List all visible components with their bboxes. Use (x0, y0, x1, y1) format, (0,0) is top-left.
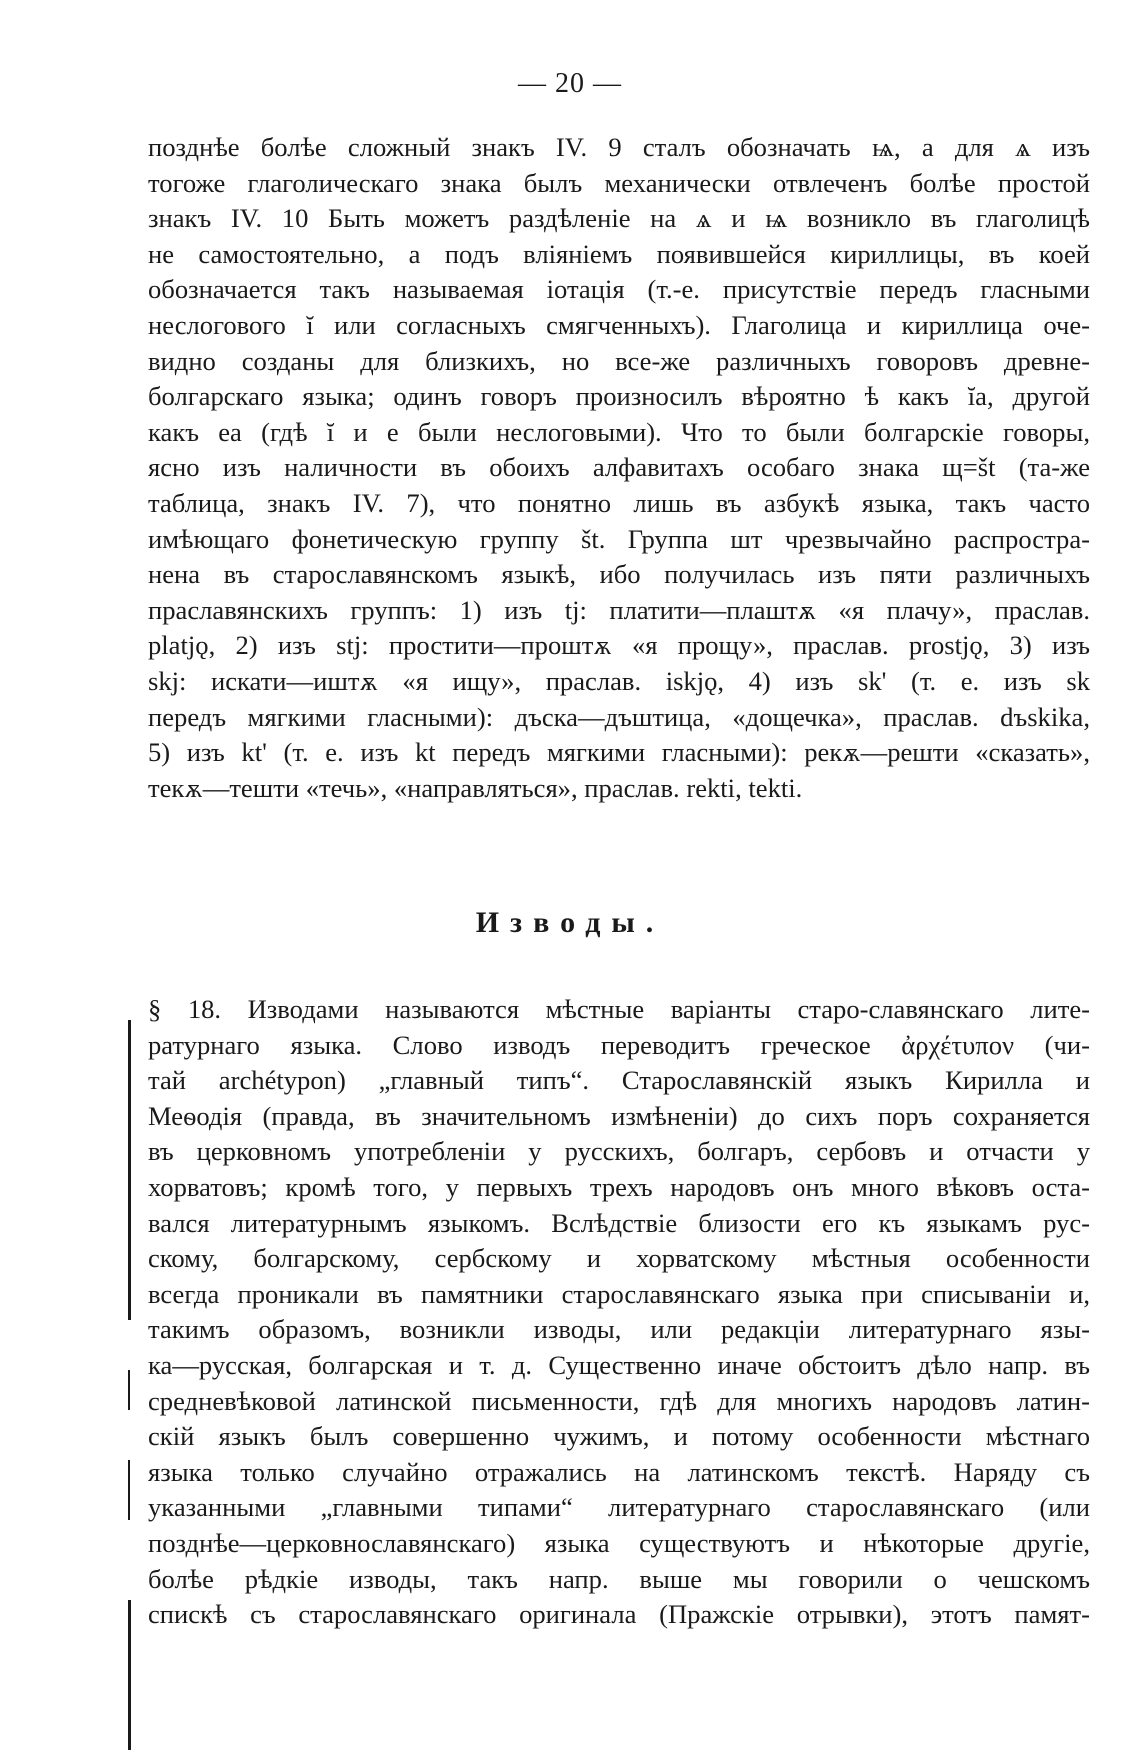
text-line: вался литературнымъ языкомъ. Вслѣдствіе близости его къ языкамъ рус- (148, 1207, 1090, 1238)
text-line: platjǫ, 2) изъ stj: простити—проштѫ «я прощу», праслав. prostjǫ, 3) изъ (148, 630, 1090, 661)
text-line: неслогового ĭ или согласныхъ смягченныхъ). Глаголица и кириллица оче- (148, 309, 1090, 340)
section-paragraph (148, 992, 1090, 1633)
text-line: таблица, знакъ IV. 7), что понятно лишь въ азбукѣ языка, такъ часто (148, 487, 1090, 518)
text-line: скій языкъ былъ совершенно чужимъ, и потому особенности мѣстнаго (148, 1421, 1090, 1452)
text-line: позднѣе—церковнославянскаго) языка существуютъ и нѣкоторые другіе, (148, 1527, 1090, 1558)
text-line: ратурнаго языка. Слово изводъ переводитъ греческое ἀρχέτυπον (чи- (148, 1029, 1090, 1060)
text-line: не самостоятельно, а подъ вліяніемъ появившейся кириллицы, въ коей (148, 238, 1090, 269)
text-line: скому, болгарскому, сербскому и хорватскому мѣстныя особенности (148, 1243, 1090, 1274)
text-line: 5) изъ kt' (т. е. изъ kt передъ мягкими гласными): рекѫ—решти «сказать», (148, 737, 1090, 768)
text-line: знакъ IV. 10 Быть можетъ раздѣленіе на ѧ и ѩ возникло въ глаголицѣ (148, 203, 1090, 234)
page-number: — 20 — (518, 68, 622, 99)
text-line: болѣе рѣдкіе изводы, такъ напр. выше мы говорили о чешскомъ (148, 1563, 1090, 1594)
text-line: праславянскихъ группъ: 1) изъ tj: платити—плаштѫ «я плачу», праслав. (148, 594, 1090, 625)
text-line: видно созданы для близкихъ, но все-же различныхъ говоровъ древне- (148, 345, 1090, 376)
text-line: языка только случайно отражались на латинскомъ текстѣ. Наряду съ (148, 1456, 1090, 1487)
paragraph-continued (148, 130, 1090, 806)
section-heading: Изводы. (475, 906, 665, 939)
text-line: средневѣковой латинской письменности, гдѣ для многихъ народовъ латин- (148, 1385, 1090, 1416)
text-line: обозначается такъ называемая іотація (т.-е. присутствіе передъ гласными (148, 274, 1090, 305)
text-line: нена въ старославянскомъ языкѣ, ибо получилась изъ пяти различныхъ (148, 559, 1090, 590)
text-line: тогоже глаголическаго знака былъ механически отвлеченъ болѣе простой (148, 167, 1090, 198)
text-line: ка—русская, болгарская и т. д. Существенно иначе обстоитъ дѣло напр. въ (148, 1349, 1090, 1380)
text-line: какъ ea (гдѣ ĭ и e были неслоговыми). Что то были болгарскіе говоры, (148, 416, 1090, 447)
margin-pencil-mark (128, 1370, 130, 1410)
text-line: указанными „главными типами“ литературнаго старославянскаго (или (148, 1492, 1090, 1523)
text-line: имѣющаго фонетическую группу št. Группа шт чрезвычайно распростра- (148, 523, 1090, 554)
text-line: позднѣе болѣе сложный знакъ IV. 9 сталъ обозначать ѩ, а для ѧ изъ (148, 132, 1090, 162)
text-line: такимъ образомъ, возникли изводы, или редакціи литературнаго язы- (148, 1314, 1090, 1345)
text-line: skj: искати—иштѫ «я ищу», праслав. iskjǫ, 4) изъ sk' (т. е. изъ sk (148, 665, 1090, 696)
text-line: ясно изъ наличности въ обоихъ алфавитахъ особаго знака щ=št (та-же (148, 452, 1090, 483)
text-line: § 18. Изводами называются мѣстные варіанты старо-славянскаго лите- (148, 994, 1090, 1024)
margin-pencil-mark (128, 1020, 131, 1320)
text-line: болгарскаго языка; одинъ говоръ произносилъ вѣроятно ѣ какъ ĭa, другой (148, 381, 1090, 412)
text-line: въ церковномъ употребленіи у русскихъ, болгаръ, сербовъ и отчасти у (148, 1136, 1090, 1167)
text-line: хорватовъ; кромѣ того, у первыхъ трехъ народовъ онъ много вѣковъ оста- (148, 1171, 1090, 1202)
margin-pencil-mark (128, 1600, 131, 1750)
text-line: спискѣ съ старославянскаго оригинала (Пражскіе отрывки), этотъ памят- (148, 1599, 1090, 1630)
text-line: всегда проникали въ памятники старославянскаго языка при списываніи и, (148, 1278, 1090, 1309)
text-line: текѫ—тешти «течь», «направляться», праслав. rekti, tekti. (148, 772, 803, 803)
text-line: Меѳодія (правда, въ значительномъ измѣненіи) до сихъ поръ сохраняется (148, 1100, 1090, 1131)
margin-pencil-mark (128, 1460, 130, 1520)
text-line: передъ мягкими гласными): дъска—дъштица, «дощечка», праслав. dъskika, (148, 701, 1090, 732)
text-line: тай archétypon) „главный типъ“. Старославянскій языкъ Кирилла и (148, 1065, 1090, 1096)
